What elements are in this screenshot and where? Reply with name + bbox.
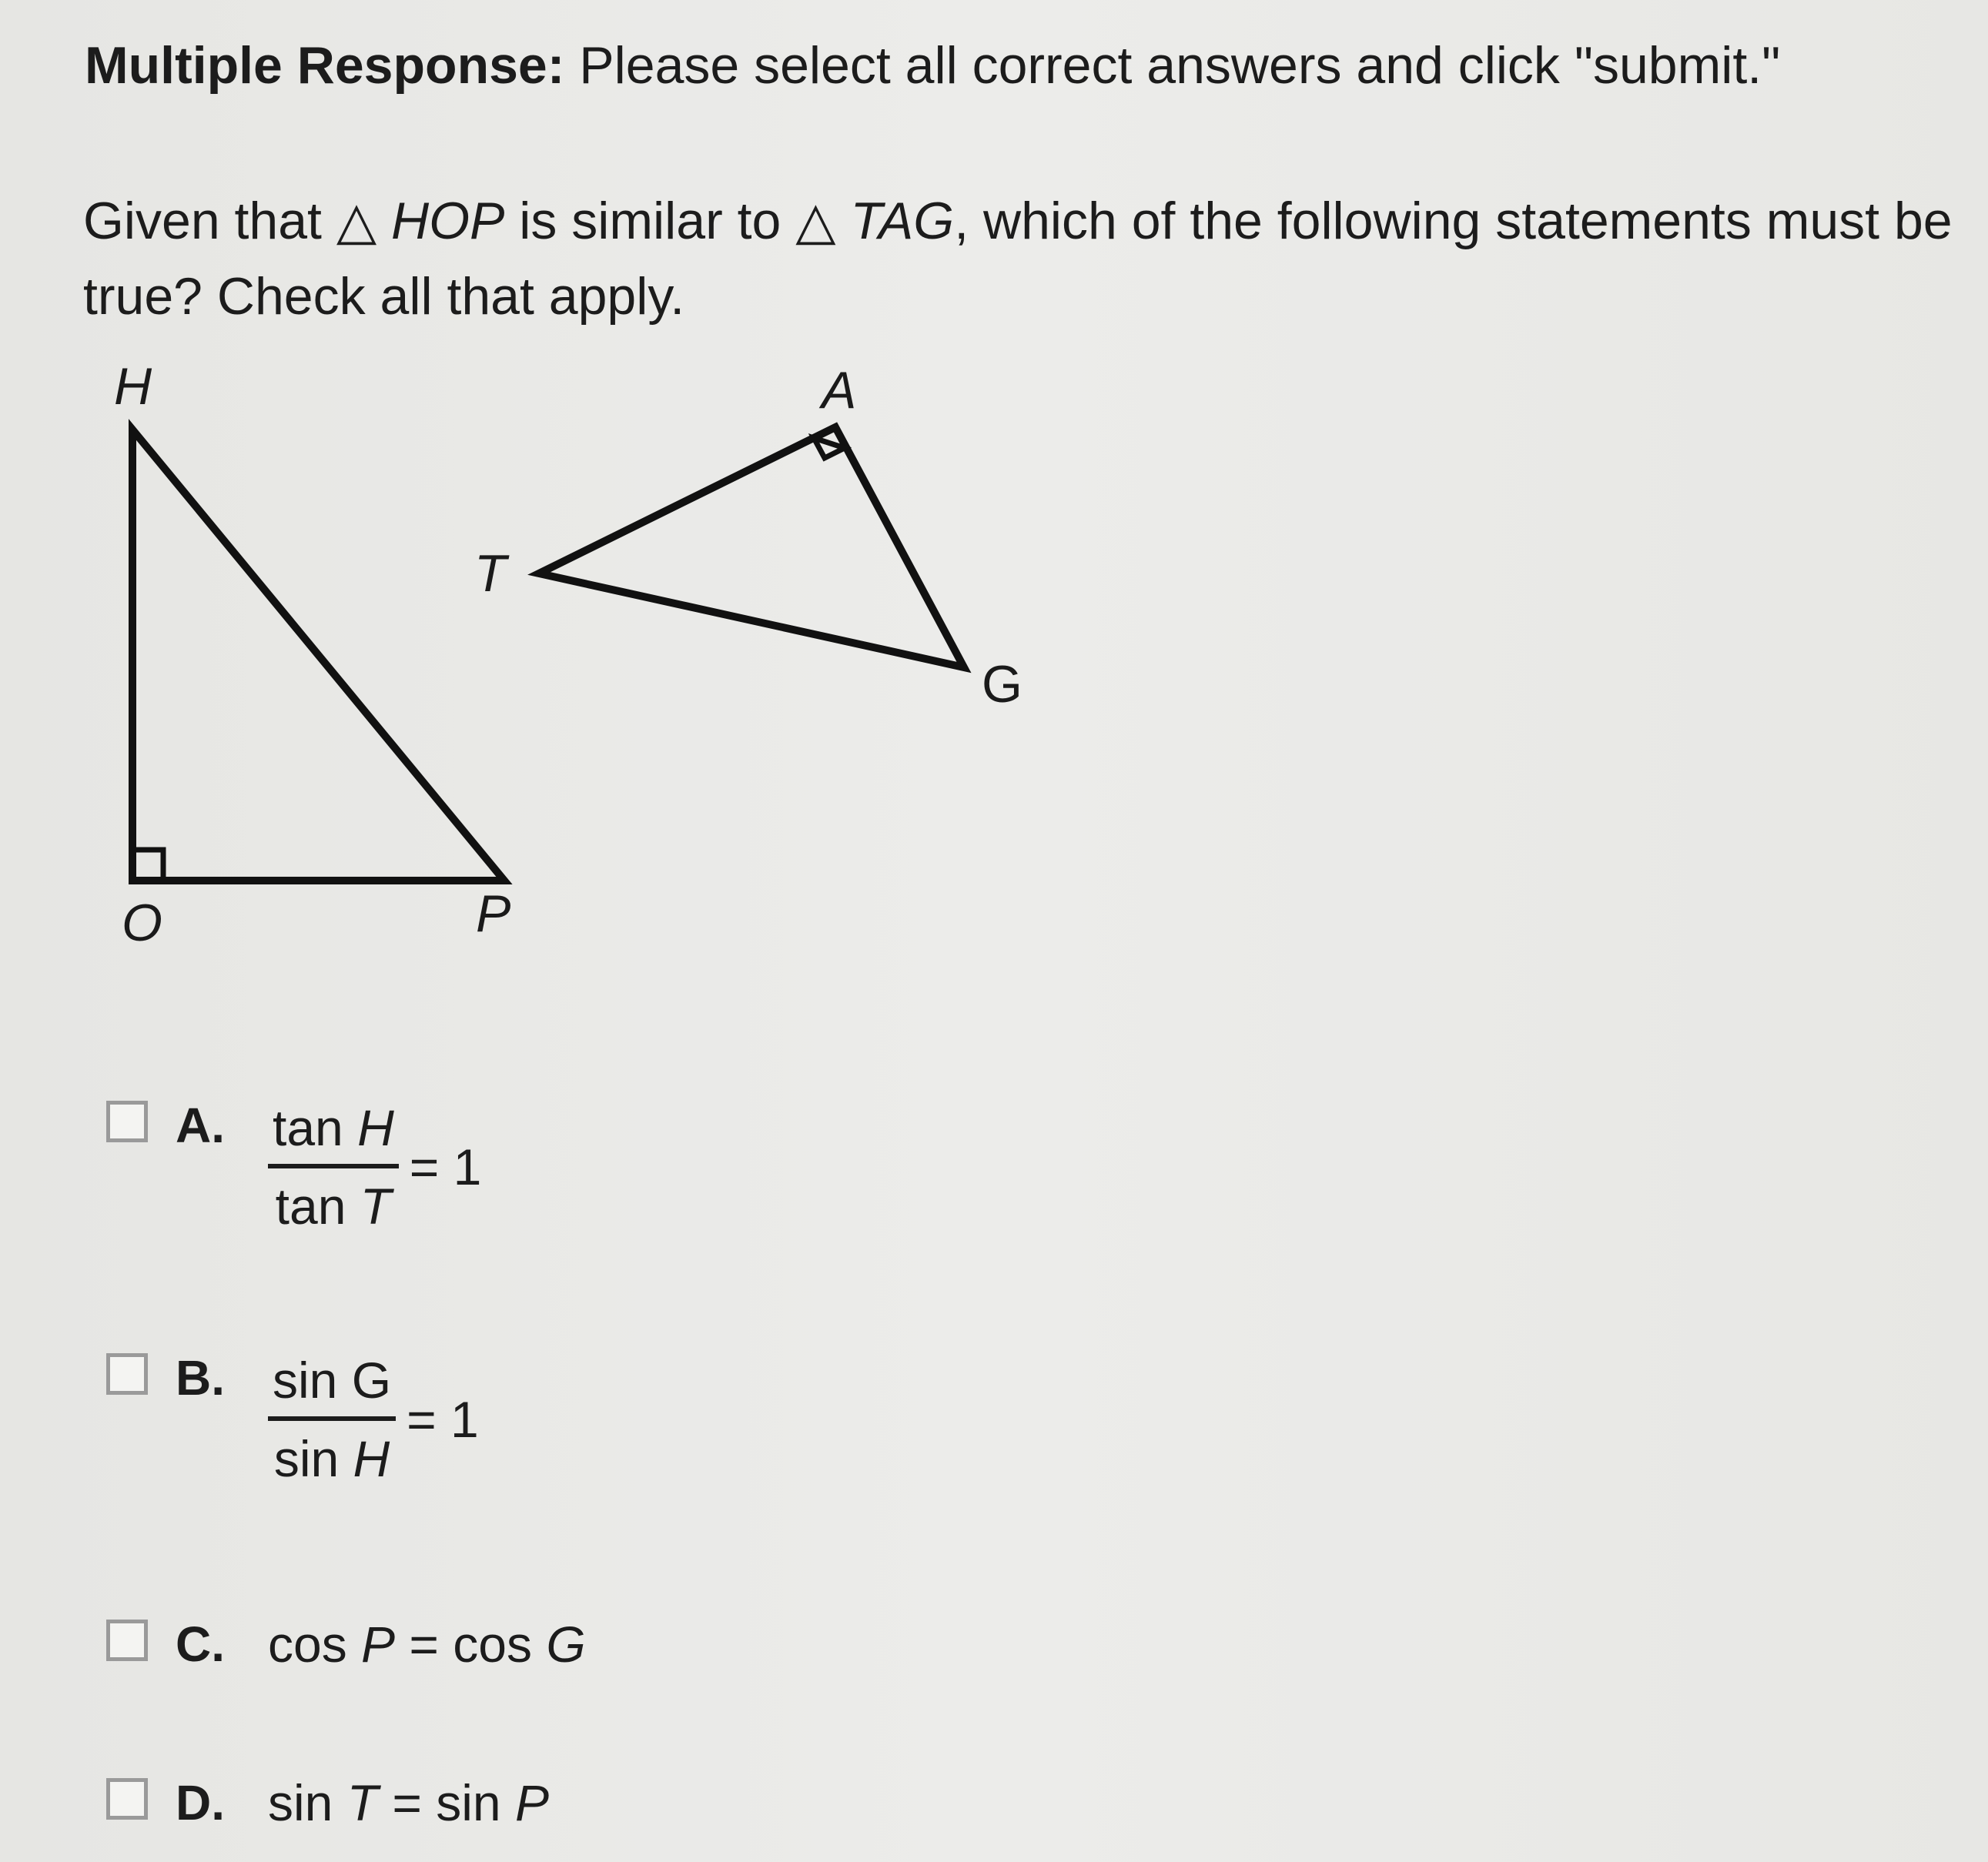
choice-b[interactable] xyxy=(106,1350,479,1487)
right-angle-marker-o xyxy=(132,850,163,881)
function-name: sin xyxy=(268,1774,347,1831)
choice-a[interactable] xyxy=(106,1098,482,1235)
angle-variable: P xyxy=(361,1616,396,1673)
choice-d-expression xyxy=(268,1774,550,1831)
instructions-label: Multiple Response: xyxy=(85,36,565,95)
vertex-label-g: G xyxy=(982,655,1022,714)
vertex-label-p: P xyxy=(476,884,511,943)
fraction xyxy=(268,1353,396,1486)
angle-variable: T xyxy=(346,1774,379,1831)
choice-b-letter: B. xyxy=(176,1350,225,1406)
vertex-label-o: O xyxy=(122,894,162,952)
fraction-numerator xyxy=(268,1353,396,1421)
choice-c-letter: C. xyxy=(176,1616,225,1672)
function-name: sin xyxy=(273,1352,352,1409)
choice-b-checkbox[interactable] xyxy=(106,1353,148,1395)
function-name: tan xyxy=(275,1178,360,1235)
instructions xyxy=(85,31,1780,100)
choice-c-checkbox[interactable] xyxy=(106,1620,148,1661)
angle-variable: G xyxy=(351,1352,392,1409)
angle-variable: P xyxy=(514,1774,550,1831)
function-name: tan xyxy=(273,1099,358,1156)
question-text xyxy=(83,183,1977,334)
question-part-2: is similar to xyxy=(504,192,796,250)
choice-c-expression xyxy=(268,1616,586,1673)
fraction-numerator xyxy=(268,1101,399,1168)
vertex-label-a: A xyxy=(822,361,857,420)
choice-a-letter: A. xyxy=(176,1098,225,1153)
fraction-denominator xyxy=(269,1421,394,1486)
angle-variable: T xyxy=(360,1178,392,1235)
similar-triangles-figure xyxy=(92,339,1063,954)
angle-variable: H xyxy=(357,1099,394,1156)
choice-a-expression xyxy=(268,1101,481,1233)
fraction xyxy=(268,1101,399,1233)
choice-b-expression xyxy=(268,1353,479,1486)
function-name: sin xyxy=(436,1774,515,1831)
function-name: sin xyxy=(273,1430,353,1487)
triangle-hop xyxy=(132,430,504,881)
equals-one: = 1 xyxy=(407,1391,479,1448)
equals-sign: = xyxy=(378,1774,437,1831)
vertex-label-t: T xyxy=(474,544,507,603)
triangle-symbol: △ xyxy=(795,192,836,250)
equals-sign: = xyxy=(395,1616,453,1673)
question-part-1: Given that xyxy=(83,192,336,250)
choice-d-checkbox[interactable] xyxy=(106,1778,148,1820)
function-name: cos xyxy=(268,1616,362,1673)
fraction-denominator xyxy=(271,1168,396,1233)
triangle-hop-name: HOP xyxy=(391,192,505,250)
angle-variable: G xyxy=(546,1616,586,1673)
choice-c[interactable] xyxy=(106,1616,586,1673)
angle-variable: H xyxy=(353,1430,390,1487)
equals-one: = 1 xyxy=(409,1138,482,1195)
triangle-symbol: △ xyxy=(336,192,377,250)
choice-a-checkbox[interactable] xyxy=(106,1101,148,1142)
triangle-tag xyxy=(539,427,964,667)
triangle-tag-name: TAG xyxy=(850,192,955,250)
question-part-3: , which of the following statements must be true? Check all that apply. xyxy=(83,192,1953,326)
choice-d-letter: D. xyxy=(176,1775,225,1830)
function-name: cos xyxy=(453,1616,547,1673)
vertex-label-h: H xyxy=(114,357,152,416)
choice-d[interactable] xyxy=(106,1774,550,1831)
instructions-text: Please select all correct answers and click "submit." xyxy=(579,36,1781,95)
